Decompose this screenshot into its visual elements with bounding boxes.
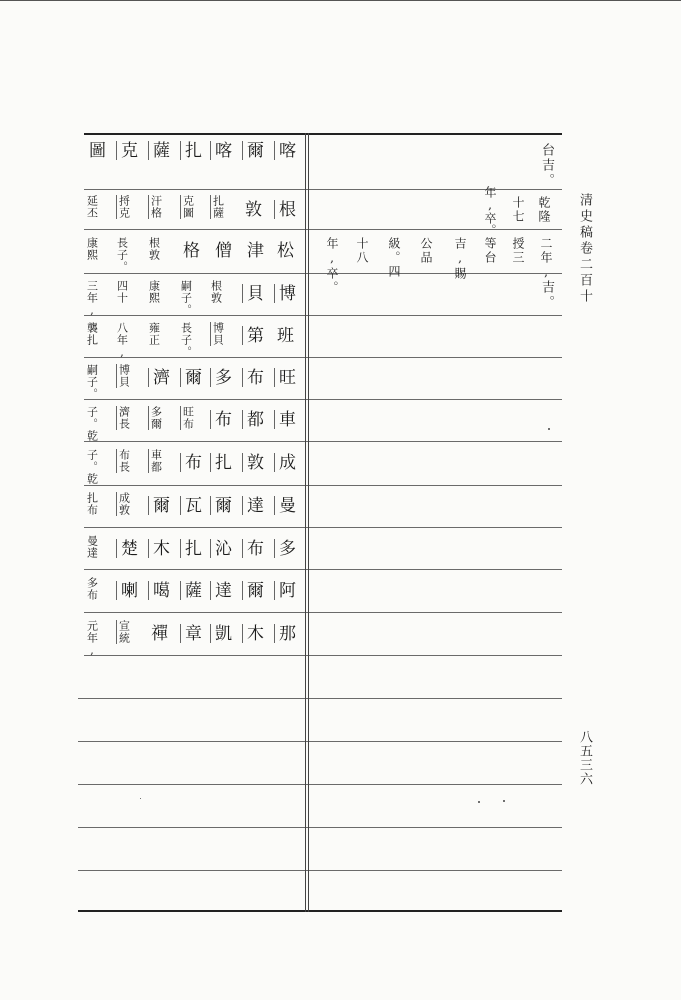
name-char: 松 [273,241,293,260]
right-note: 十七 [511,196,525,224]
note-col: 八年, [115,322,129,360]
note-col: 克圖 [181,195,195,219]
name-char: 成 [275,453,295,472]
right-note: 年,卒。 [325,237,339,295]
name-char: 阿 [275,581,295,600]
name-char: 喀 [211,141,231,160]
name-char: 瓦 [181,496,201,515]
row-rule [84,273,562,274]
row-rule [84,527,562,528]
row-rule [84,357,562,358]
note-col: 根敦 [209,280,223,304]
row-rule [78,741,562,742]
name-char: 喀 [275,141,295,160]
name-char: 沁 [211,539,231,558]
right-note: 年,卒。 [483,186,497,236]
page-number: 八五三六 [577,730,592,786]
name-char: 車 [275,410,295,429]
note-col: 長子。 [115,237,129,273]
row-rule [84,655,562,656]
name-char: 敦 [243,453,263,472]
name-char: 薩 [181,581,201,600]
name-char: 凱 [211,624,231,643]
name-char: 旺 [275,368,295,387]
name-char: 扎 [211,453,231,472]
row-rule [78,784,562,785]
note-col: 汗格 [149,195,163,219]
table-bottom-rule [78,910,562,912]
row-rule [84,315,562,316]
ink-speck [503,800,505,802]
right-note: 二年, [539,237,553,281]
row-rule [84,612,562,613]
right-note: 吉。 [539,280,554,310]
table-top-rule [84,133,562,135]
name-char: 班 [273,326,293,345]
name-char: 根 [275,200,295,219]
row-rule [84,569,562,570]
name-char: 禪 [147,624,167,643]
name-char: 章 [181,624,201,643]
note-col: 元年, [85,620,99,658]
column-divider [305,133,309,912]
note-col: 濟長 [117,406,131,430]
name-char: 扎 [181,539,201,558]
name-char: 貝 [243,284,263,303]
note-col: 根敦 [147,237,161,261]
note-col: 博貝 [211,322,225,346]
name-char: 爾 [243,581,263,600]
note-col: 宣統 [117,620,131,644]
right-note: 台吉。 [539,143,554,188]
name-char: 敦 [241,200,261,219]
name-char: 多 [211,368,231,387]
name-char: 布 [181,453,201,472]
name-char: 圖 [85,141,105,160]
name-char: 達 [211,581,231,600]
name-char: 布 [243,368,263,387]
right-note: 等台 [483,237,497,265]
row-rule [84,485,562,486]
note-col: 布長 [117,449,131,473]
note-col: 雍正 [147,322,161,346]
right-note: 授三 [511,237,525,265]
row-rule [78,827,562,828]
note-col: 成敦 [117,492,131,516]
note-col: 旺布 [181,406,195,430]
name-char: 爾 [181,368,201,387]
note-col: 捋克 [117,195,131,219]
note-col: 長子。 [179,322,193,358]
note-col: 子。乾 [85,406,99,442]
name-char: 布 [211,410,231,429]
right-note: 級。四 [387,237,401,279]
name-char: 克 [117,141,137,160]
right-note: 吉,賜 [453,237,467,281]
note-col: 多布 [85,577,99,601]
running-title: 清史稿卷二百十 [577,193,592,305]
note-col: 博貝 [117,364,131,388]
note-col: 車都 [149,449,163,473]
right-note: 公品 [419,237,433,265]
name-char: 爾 [243,141,263,160]
name-char: 噶 [149,581,169,600]
note-col: 嗣子。 [85,364,99,400]
note-col: 襲扎 [85,322,99,346]
ink-speck [140,798,141,799]
name-char: 布 [243,539,263,558]
note-col: 多爾 [149,406,163,430]
row-rule [84,441,562,442]
name-char: 多 [275,539,295,558]
name-char: 扎 [181,141,201,160]
name-char: 達 [243,496,263,515]
ink-speck [478,801,480,803]
name-char: 喇 [117,581,137,600]
note-col: 康熙 [147,280,161,304]
name-char: 格 [179,241,199,260]
name-char: 爾 [211,496,231,515]
name-char: 津 [243,241,263,260]
name-char: 木 [149,539,169,558]
right-note: 乾隆 [537,196,551,224]
name-char: 第 [243,326,263,345]
name-char: 木 [243,624,263,643]
right-note: 十八 [355,237,369,265]
note-col: 扎薩 [211,195,225,219]
row-rule [84,399,562,400]
note-col: 扎布 [85,492,99,516]
note-col: 子。乾 [85,449,99,485]
row-rule [78,698,562,699]
note-col: 延丕 [85,195,99,219]
ink-speck [548,428,550,430]
name-char: 薩 [149,141,169,160]
name-char: 僧 [211,241,231,260]
name-char: 爾 [149,496,169,515]
note-col: 嗣子。 [179,280,193,316]
row-rule [78,870,562,871]
note-col: 三年, [85,280,99,318]
name-char: 那 [275,624,295,643]
name-char: 楚 [117,539,137,558]
note-col: 四十 [115,280,129,304]
note-col: 康熙 [85,237,99,261]
name-char: 曼 [275,496,295,515]
name-char: 博 [275,284,295,303]
name-char: 都 [243,410,263,429]
name-char: 濟 [149,368,169,387]
note-col: 曼達 [85,535,99,559]
